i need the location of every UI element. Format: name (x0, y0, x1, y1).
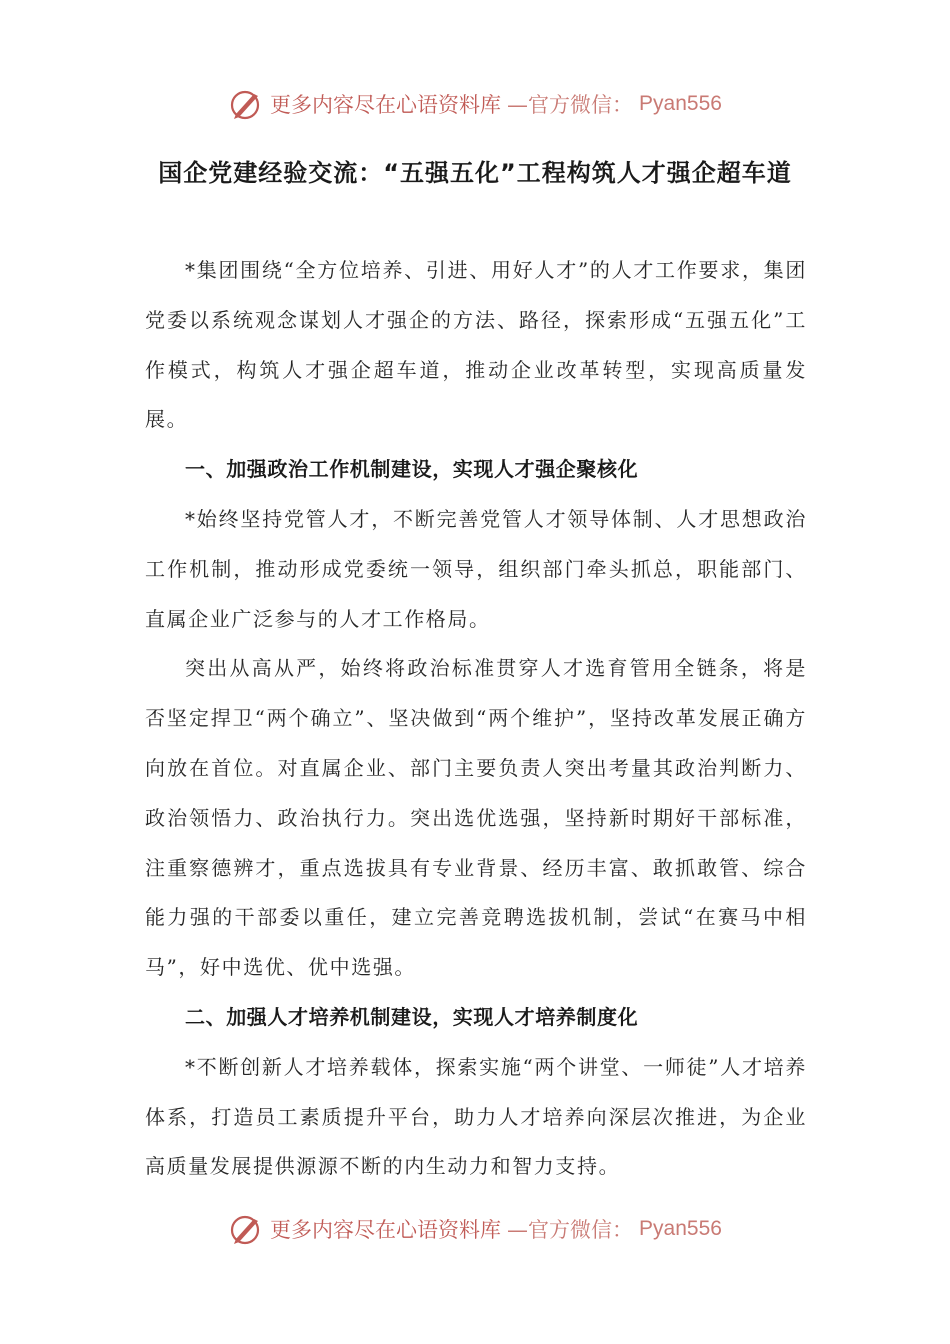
watermark-id-text: Pyan556 (639, 1217, 722, 1240)
watermark-main-text: 更多内容尽在心语资料库 (270, 93, 502, 117)
watermark-main-text: 更多内容尽在心语资料库 (270, 1218, 502, 1242)
pen-logo-icon (228, 1211, 264, 1247)
section-2-paragraph-1: *不断创新人才培养载体，探索实施“两个讲堂、一师徒”人才培养体系，打造员工素质提升平台，助力人才培养向深层次推进，为企业高质量发展提供源源不断的内生动力和智力支持。 (145, 1054, 807, 1179)
section-1-paragraph-1: *始终坚持党管人才，不断完善党管人才领导体制、人才思想政治工作机制，推动形成党委统一领导，组织部门牵头抓总，职能部门、直属企业广泛参与的人才工作格局。 (145, 506, 807, 631)
pen-logo-icon (228, 86, 264, 122)
intro-paragraph: *集团围绕“全方位培养、引进、用好人才”的人才工作要求，集团党委以系统观念谋划人才强企的方法、路径，探索形成“五强五化”工作模式，构筑人才强企超车道，推动企业改革转型，实现高质量发展。 (145, 258, 807, 432)
watermark-sub-text: —官方微信： (507, 93, 634, 117)
section-1-paragraph-2: 突出从高从严，始终将政治标准贯穿人才选育管用全链条，将是否坚定捍卫“两个确立”、坚决做到“两个维护”，坚持改革发展正确方向放在首位。对直属企业、部门主要负责人突出考量其政治判断力、政治领悟力、政治执行力。突出选优选强，坚持新时期好干部标准，注重察德辨才，重点选拔具有专业背景、经历丰富、敢抓敢管、综合能力强的干部委以重任，建立完善竞聘选拔机制，尝试“在赛马中相马”，好中选优、优中选强。 (145, 656, 807, 980)
document-title: 国企党建经验交流：“五强五化”工程构筑人才强企超车道 (158, 159, 792, 187)
watermark-sub-text: —官方微信： (507, 1218, 634, 1242)
document-body (145, 246, 807, 1192)
watermark-id-text: Pyan556 (639, 92, 722, 115)
watermark-footer (0, 1209, 950, 1249)
section-1-heading: 一、加强政治工作机制建设，实现人才强企聚核化 (185, 457, 639, 482)
section-2-heading: 二、加强人才培养机制建设，实现人才培养制度化 (185, 1004, 639, 1029)
watermark-header (0, 84, 950, 124)
